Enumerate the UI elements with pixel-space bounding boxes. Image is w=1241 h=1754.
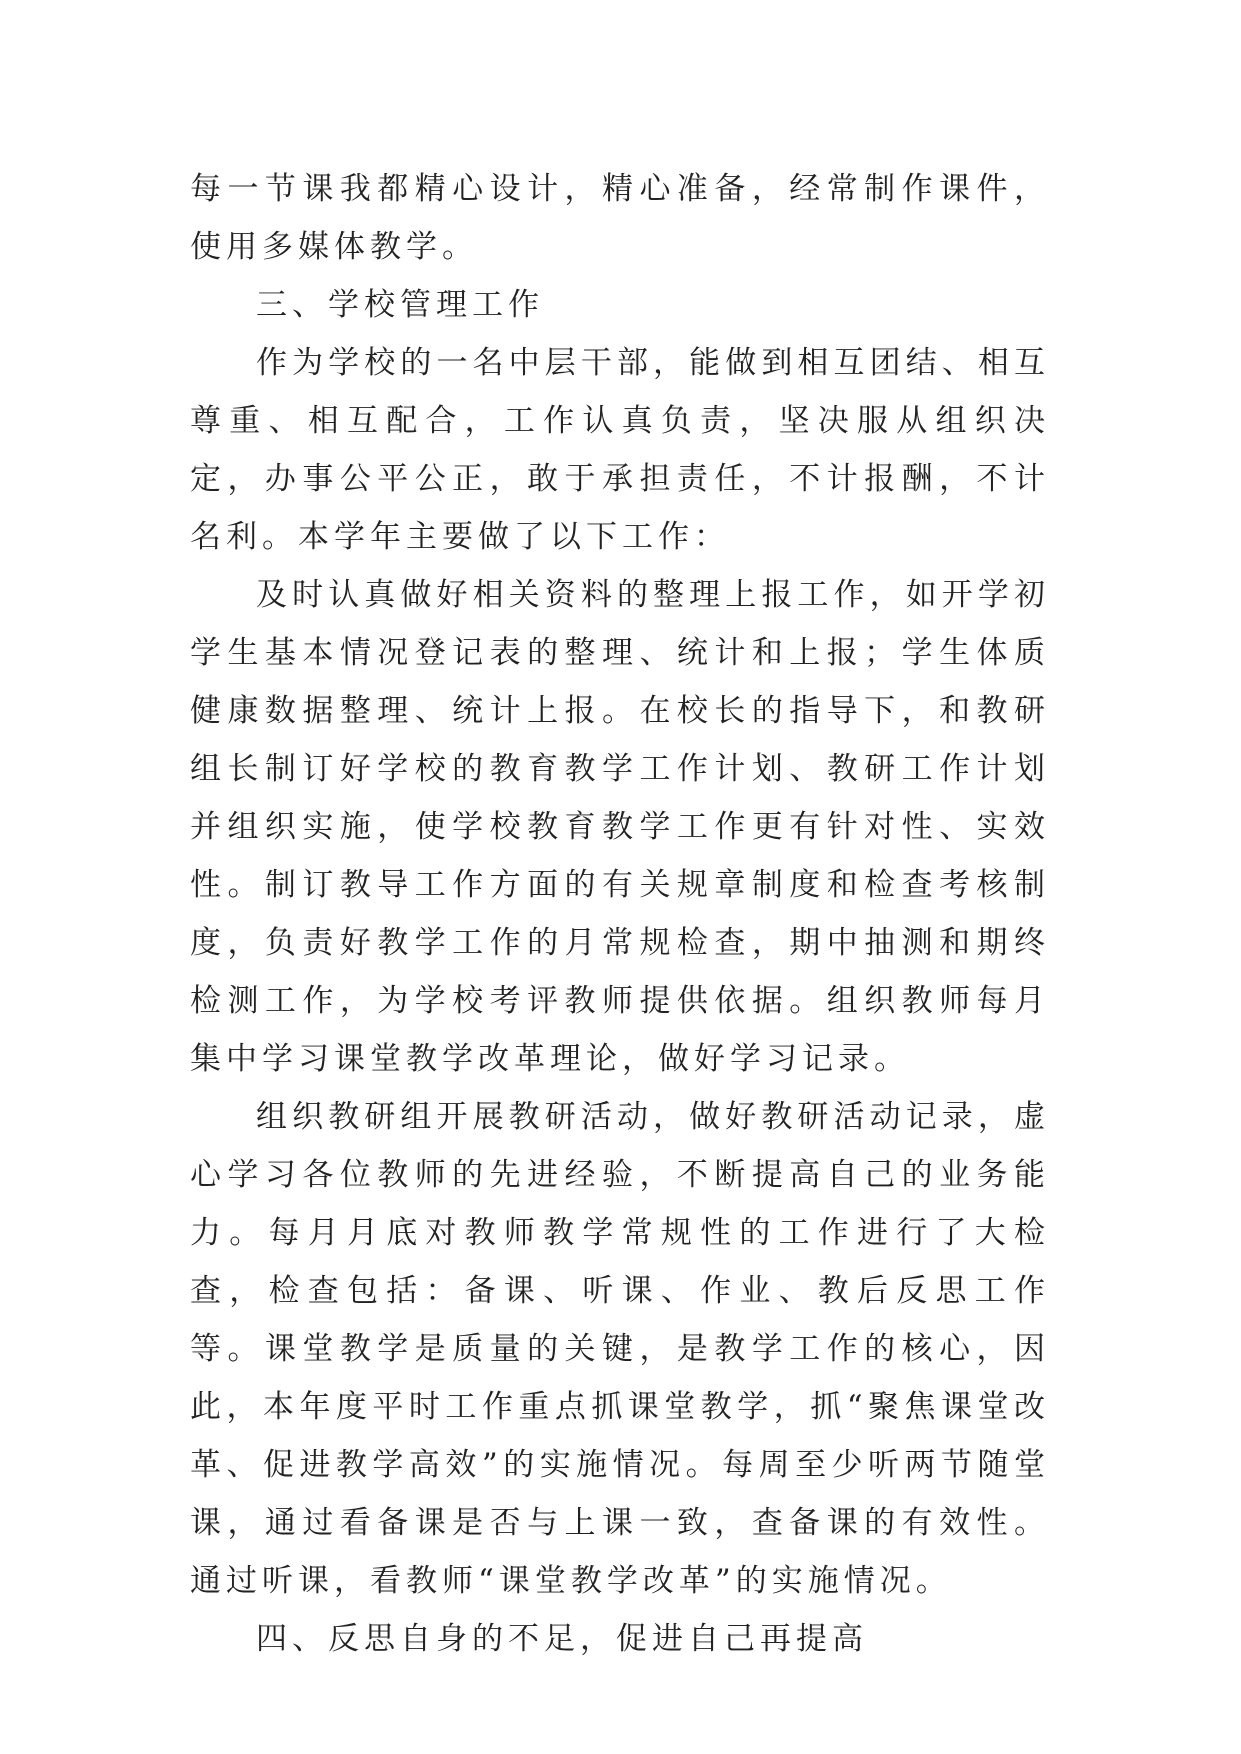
paragraph-2: 作为学校的一名中层干部，能做到相互团结、相互尊重、相互配合，工作认真负责，坚决服从组织决定，办事公平公正，敢于承担责任，不计报酬，不计名利。本学年主要做了以下工作： [190, 345, 1050, 555]
section-heading-3: 三、学校管理工作 [256, 287, 544, 323]
section-heading-4: 四、反思自身的不足，促进自己再提高 [256, 1621, 868, 1657]
document-body [190, 160, 1050, 1668]
paragraph-4: 组织教研组开展教研活动，做好教研活动记录，虚心学习各位教师的先进经验，不断提高自己的业务能力。每月月底对教师教学常规性的工作进行了大检查，检查包括：备课、听课、作业、教后反思工作等。课堂教学是质量的关键，是教学工作的核心，因此，本年度平时工作重点抓课堂教学，抓“聚焦课堂改革、促进教学高效”的实施情况。每周至少听两节随堂课，通过看备课是否与上课一致，查备课的有效性。通过听课，看教师“课堂教学改革”的实施情况。 [190, 1099, 1050, 1599]
paragraph-1: 每一节课我都精心设计，精心准备，经常制作课件，使用多媒体教学。 [190, 171, 1050, 265]
paragraph-3: 及时认真做好相关资料的整理上报工作，如开学初学生基本情况登记表的整理、统计和上报；学生体质健康数据整理、统计上报。在校长的指导下，和教研组长制订好学校的教育教学工作计划、教研工作计划并组织实施，使学校教育教学工作更有针对性、实效性。制订教导工作方面的有关规章制度和检查考核制度，负责好教学工作的月常规检查，期中抽测和期终检测工作，为学校考评教师提供依据。组织教师每月集中学习课堂教学改革理论，做好学习记录。 [190, 577, 1050, 1077]
